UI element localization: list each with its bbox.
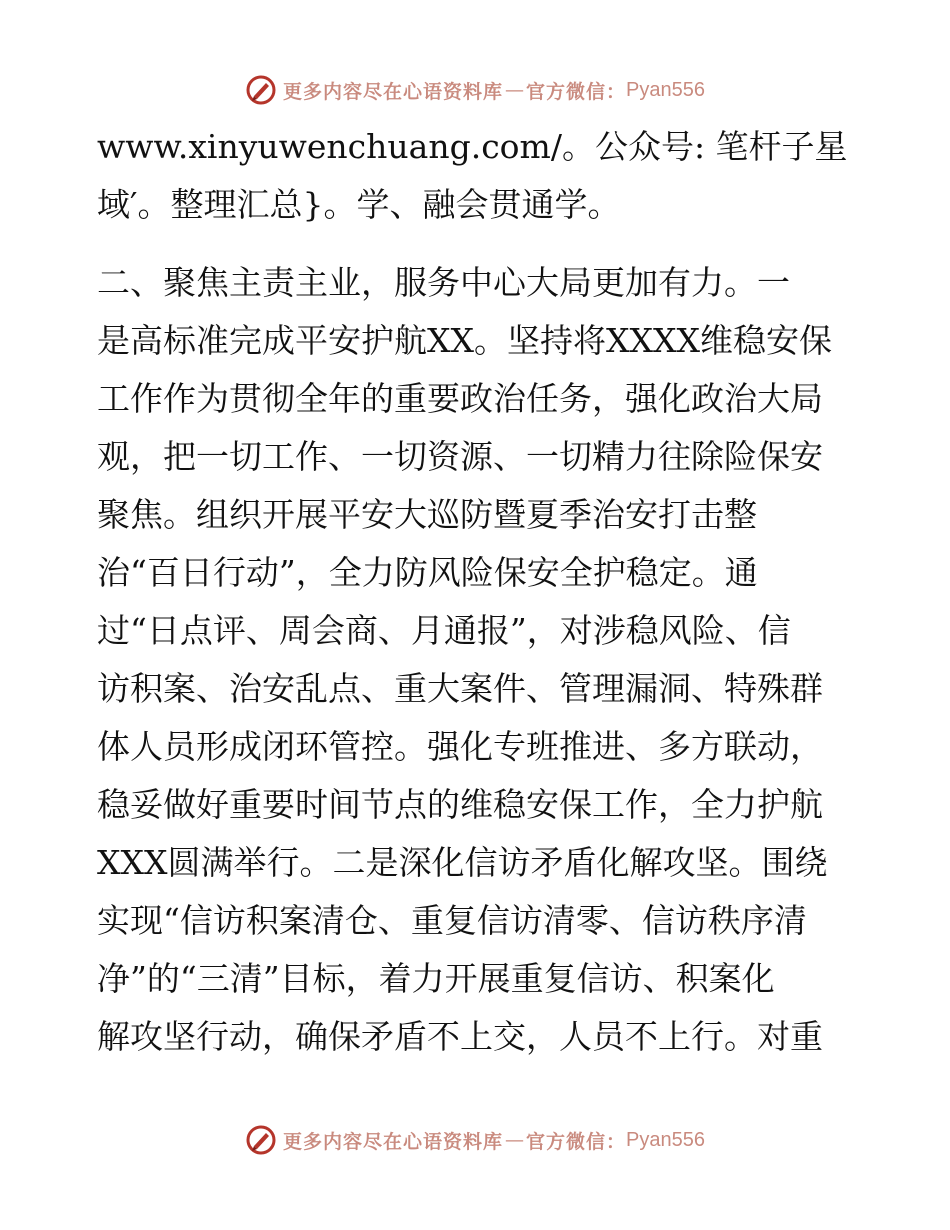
body-line: 聚焦。组织开展平安大巡防暨夏季治安打击整 [97,495,757,534]
banner-separator: — [505,79,525,101]
footer-banner [0,1120,950,1160]
body-line: 治“百日行动”，全力防风险保安全护稳定。通 [97,553,758,592]
body-line: 实现“信访积案清仓、重复信访清零、信访秩序清 [97,901,807,940]
body-line: 过“日点评、周会商、月通报”，对涉稳风险、信 [97,611,791,650]
body-line: 解攻坚行动，确保矛盾不上交，人员不上行。对重 [97,1017,823,1056]
document-body [97,118,857,1066]
body-line: 域′。整理汇总}。学、融会贯通学。 [97,185,621,224]
body-line: 稳妥做好重要时间节点的维稳安保工作，全力护航 [97,785,823,824]
body-line: 二、聚焦主责主业，服务中心大局更加有力。一 [97,263,790,302]
body-line: 观，把一切工作、一切资源、一切精力往除险保安 [97,437,823,476]
banner-wechat-label: 官方微信： [526,80,627,103]
banner-wechat-id: Pyan556 [626,1128,705,1151]
body-line: 是高标准完成平安护航XX。坚持将XXXX维稳安保 [97,321,832,360]
header-banner [0,70,950,110]
body-line: 访积案、治安乱点、重大案件、管理漏洞、特殊群 [97,669,823,708]
banner-wechat-label: 官方微信： [526,1130,627,1153]
pen-seal-icon [245,74,277,106]
banner-brand-text: 更多内容尽在心语资料库 [283,1130,504,1153]
banner-wechat-id: Pyan556 [626,78,705,101]
body-line: 体人员形成闭环管控。强化专班推进、多方联动， [97,727,823,766]
body-line: www.xinyuwenchuang.com/。公众号: 笔杆子星 [97,127,848,166]
banner-brand-text: 更多内容尽在心语资料库 [283,80,504,103]
body-line: XXX圆满举行。二是深化信访矛盾化解攻坚。围绕 [97,843,828,882]
banner-separator: — [505,1129,525,1151]
body-line: 净”的“三清”目标，着力开展重复信访、积案化 [97,959,775,998]
pen-seal-icon [245,1124,277,1156]
body-line: 工作作为贯彻全年的重要政治任务，强化政治大局 [97,379,823,418]
